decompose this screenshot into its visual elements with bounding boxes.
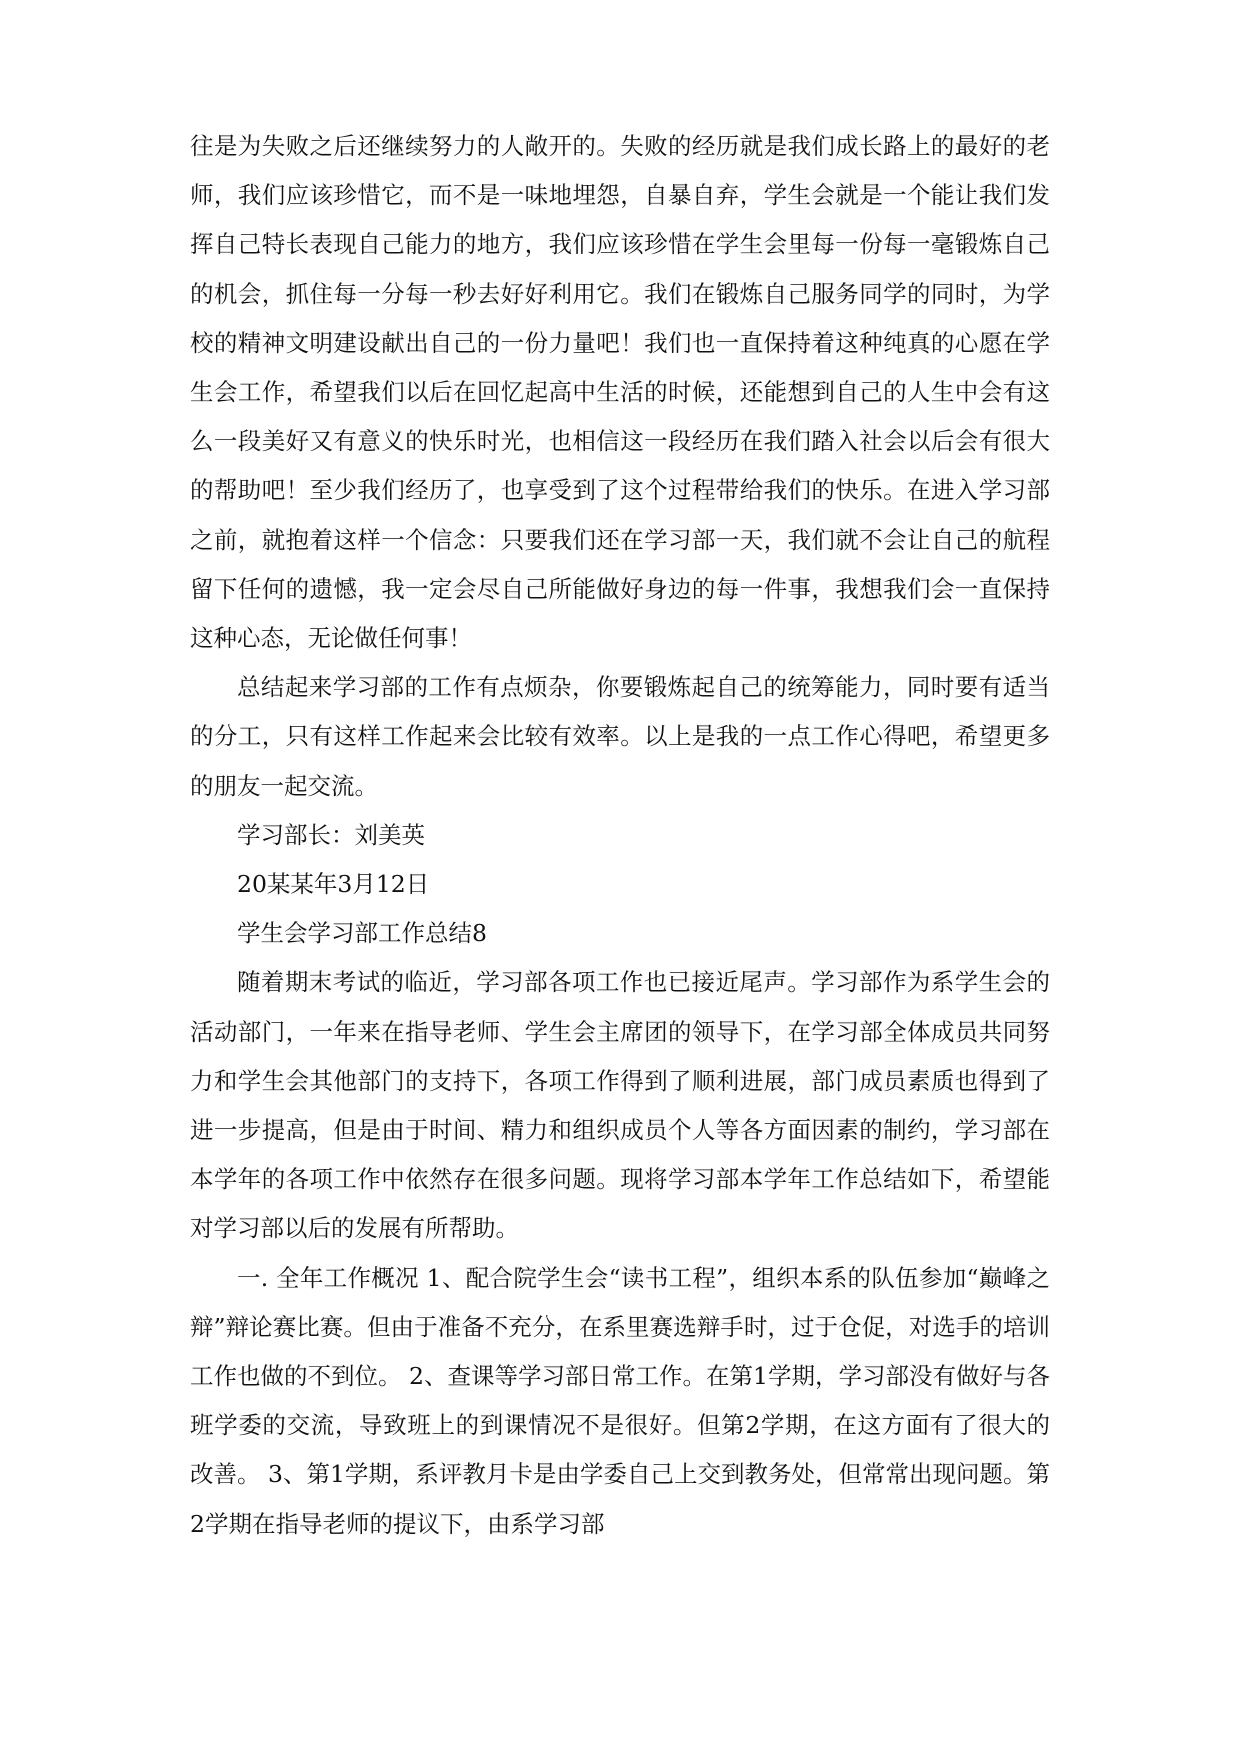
paragraph-continuation: 往是为失败之后还继续努力的人敞开的。失败的经历就是我们成长路上的最好的老师，我们应该珍惜它，而不是一味地埋怨，自暴自弃，学生会就是一个能让我们发挥自己特长表现自己能力的地方，我们应该珍惜在学生会里每一份每一毫锻炼自己的机会，抓住每一分每一秒去好好利用它。我们在锻炼自己服务同学的同时，为学校的精神文明建设献出自己的一份力量吧！我们也一直保持着这种纯真的心愿在学生会工作，希望我们以后在回忆起高中生活的时候，还能想到自己的人生中会有这么一段美好又有意义的快乐时光，也相信这一段经历在我们踏入社会以后会有很大的帮助吧！至少我们经历了，也享受到了这个过程带给我们的快乐。在进入学习部之前，就抱着这样一个信念：只要我们还在学习部一天，我们就不会让自己的航程留下任何的遗憾，我一定会尽自己所能做好身边的每一件事，我想我们会一直保持这种心态，无论做任何事！ bbox=[190, 132, 1050, 653]
date-line: 20某某年3月12日 bbox=[237, 870, 430, 899]
section-heading: 学生会学习部工作总结8 bbox=[237, 919, 487, 948]
signature-line: 学习部长：刘美英 bbox=[237, 820, 425, 849]
paragraph-overview: 一. 全年工作概况 1、配合院学生会“读书工程”，组织本系的队伍参加“巅峰之辩”辩论赛比赛。但由于准备不充分，在系里赛选辩手时，过于仓促，对选手的培训工作也做的不到位。 2、查课等学习部日常工作。在第1学期，学习部没有做好与各班学委的交流，导致班上的到课情况不是很好。但第2学期，在这方面有了很大的改善。 3、第1学期，系评教月卡是由学委自己上交到教务处，但常常出现问题。第2学期在指导老师的提议下，由系学习部 bbox=[190, 1263, 1050, 1538]
paragraph-summary: 总结起来学习部的工作有点烦杂，你要锻炼起自己的统筹能力，同时要有适当的分工，只有这样工作起来会比较有效率。以上是我的一点工作心得吧，希望更多的朋友一起交流。 bbox=[190, 673, 1050, 800]
paragraph-intro: 随着期末考试的临近，学习部各项工作也已接近尾声。学习部作为系学生会的活动部门，一年来在指导老师、学生会主席团的领导下，在学习部全体成员共同努力和学生会其他部门的支持下，各项工作得到了顺利进展，部门成员素质也得到了进一步提高，但是由于时间、精力和组织成员个人等各方面因素的制约，学习部在本学年的各项工作中依然存在很多问题。现将学习部本学年工作总结如下，希望能对学习部以后的发展有所帮助。 bbox=[190, 968, 1050, 1243]
document-body bbox=[190, 122, 1050, 1549]
